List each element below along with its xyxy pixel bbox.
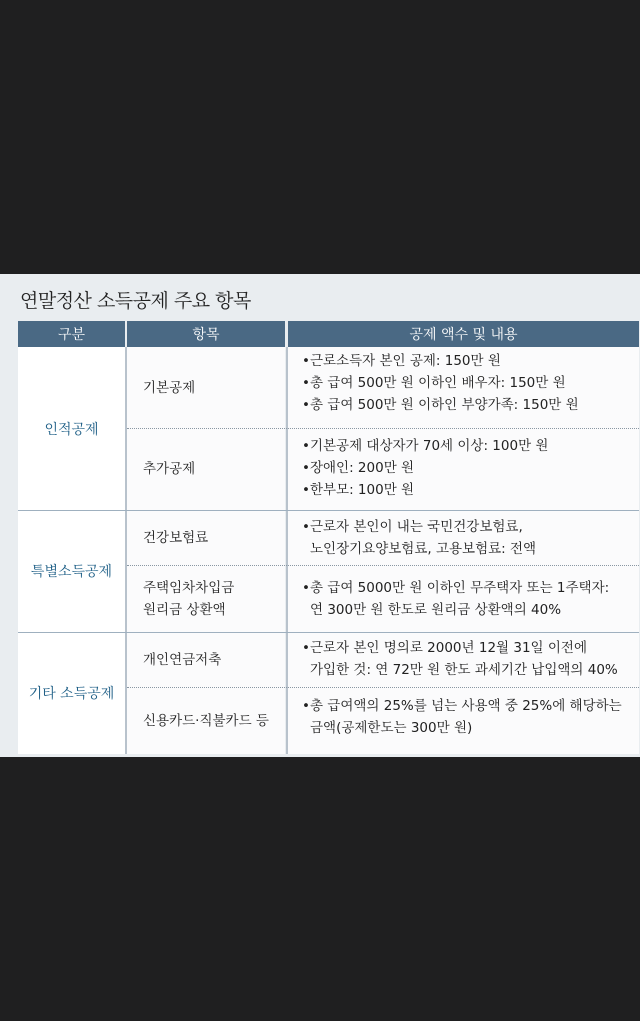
row-detail xyxy=(288,510,639,565)
row-item xyxy=(127,687,285,754)
row-divider xyxy=(127,428,639,429)
row-item xyxy=(127,428,285,510)
item-label: 건강보험료 xyxy=(143,529,209,546)
detail-line: •근로자 본인이 내는 국민건강보험료, xyxy=(302,519,523,535)
category-other: 기타 소득공제 xyxy=(18,632,125,754)
item-label: 주택임차차입금 xyxy=(143,580,235,596)
category-special: 특별소득공제 xyxy=(18,510,125,632)
item-label: 추가공제 xyxy=(143,461,196,477)
group-divider xyxy=(18,510,639,511)
detail-line: •총 급여 500만 원 이하인 부양가족: 150만 원 xyxy=(302,397,579,413)
detail-line: •한부모: 100만 원 xyxy=(302,482,415,498)
row-detail xyxy=(288,687,639,754)
detail-line: •장애인: 200만 원 xyxy=(302,460,415,476)
column-divider xyxy=(125,347,127,754)
category-personal: 인적공제 xyxy=(18,347,125,510)
detail-line: 가입한 것: 연 72만 원 한도 과세기간 납입액의 40% xyxy=(310,662,618,678)
header-category: 구분 xyxy=(18,321,125,347)
item-label: 신용카드·직불카드 등 xyxy=(143,712,269,729)
row-item xyxy=(127,510,285,565)
row-item xyxy=(127,347,285,428)
detail-line: •총 급여 500만 원 이하인 배우자: 150만 원 xyxy=(302,375,566,391)
row-divider xyxy=(127,565,639,566)
header-item: 항목 xyxy=(127,321,285,347)
item-label: 기본공제 xyxy=(143,379,196,396)
detail-line: 연 300만 원 한도로 원리금 상환액의 40% xyxy=(310,602,562,618)
detail-line: •근로소득자 본인 공제: 150만 원 xyxy=(302,353,501,369)
header-detail: 공제 액수 및 내용 xyxy=(288,321,639,347)
item-label: 원리금 상환액 xyxy=(143,602,226,618)
detail-line: •근로자 본인 명의로 2000년 12월 31일 이전에 xyxy=(302,640,587,656)
detail-line: •총 급여액의 25%를 넘는 사용액 중 25%에 해당하는 xyxy=(302,698,622,714)
row-detail xyxy=(288,428,639,510)
item-label: 개인연금저축 xyxy=(143,651,222,668)
row-item xyxy=(127,632,285,687)
row-divider xyxy=(127,687,639,688)
row-detail xyxy=(288,565,639,632)
page-title: 연말정산 소득공제 주요 항목 xyxy=(20,290,251,312)
detail-line: 노인장기요양보험료, 고용보험료: 전액 xyxy=(310,541,537,557)
detail-line: 금액(공제한도는 300만 원) xyxy=(310,720,473,736)
row-detail xyxy=(288,347,639,428)
column-divider xyxy=(286,347,288,754)
group-divider xyxy=(18,632,639,633)
row-item xyxy=(127,565,285,632)
row-detail xyxy=(288,632,639,687)
deduction-table-card xyxy=(0,274,640,757)
detail-line: •총 급여 5000만 원 이하인 무주택자 또는 1주택자: xyxy=(302,580,610,596)
detail-line: •기본공제 대상자가 70세 이상: 100만 원 xyxy=(302,438,549,454)
